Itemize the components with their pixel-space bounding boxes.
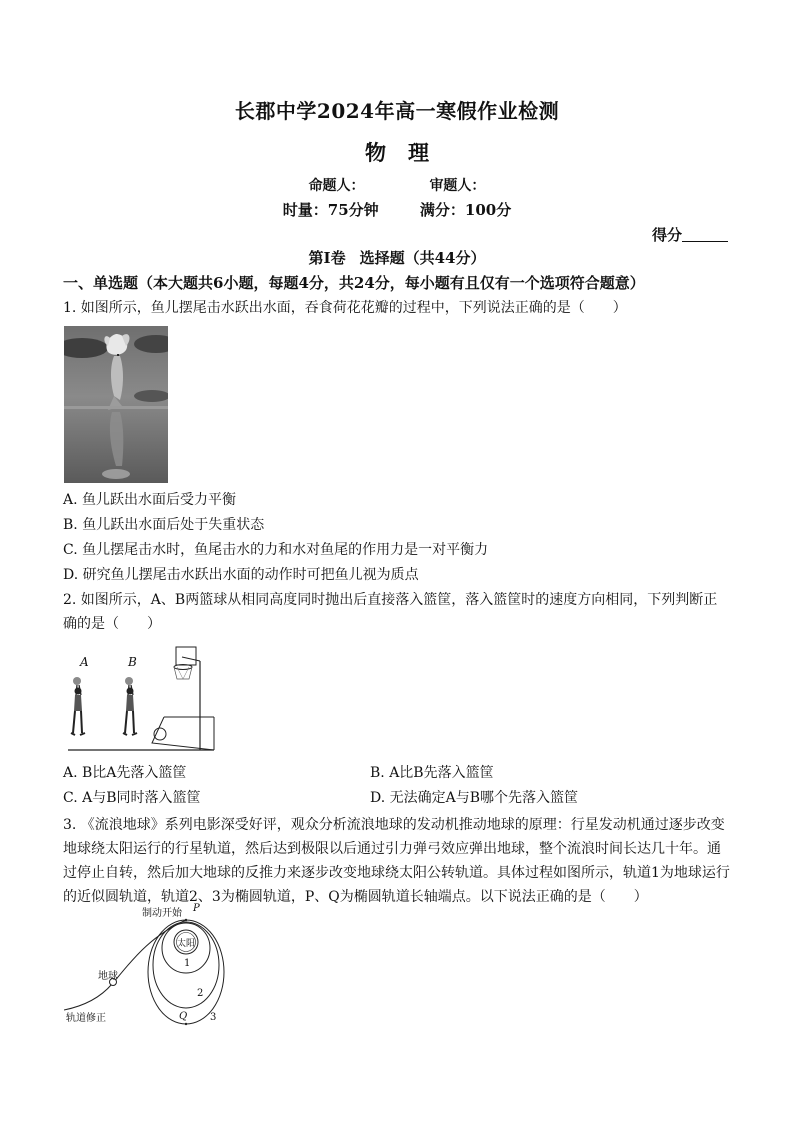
reviewer-label: 审题人： [429, 178, 486, 194]
orbit-1-label: 1 [184, 958, 191, 969]
full-score: 满分：100分 [419, 201, 512, 219]
earth-label: 地球 [98, 971, 118, 982]
part-title: 第Ⅰ卷 [308, 249, 346, 267]
question-2-stem: 2. 如图所示，A、B两篮球从相同高度同时抛出后直接落入篮筐，落入篮筐时的速度方向相同，下列判断正确的是（ ） [63, 592, 718, 632]
ball-b-label: B [128, 655, 137, 669]
basketball-figure [64, 645, 234, 757]
question-2-option-a[interactable]: A. B比A先落入篮筐 [63, 765, 187, 781]
question-2-option-d[interactable]: D. 无法确定A与B哪个先落入篮筐 [370, 790, 579, 806]
question-1-option-a[interactable]: A. 鱼儿跃出水面后受力平衡 [63, 492, 237, 508]
section-heading: 一、单选题（本大题共6小题，每题4分，共24分，每小题有且仅有一个选项符合题意） [63, 274, 645, 292]
subject-title: 物理 [365, 140, 451, 165]
author-line [0, 175, 794, 195]
orbit-fix-label: 轨道修正 [66, 1013, 106, 1024]
part-heading [0, 247, 794, 268]
question-1-option-b[interactable]: B. 鱼儿跃出水面后处于失重状态 [63, 517, 265, 533]
time-score-line [0, 199, 794, 220]
fish-lotus-photo [64, 326, 168, 483]
time-limit: 时量：75分钟 [282, 201, 379, 219]
ball-a-label: A [80, 655, 89, 669]
question-2-option-c[interactable]: C. A与B同时落入篮筐 [63, 790, 201, 806]
brake-start-label: 制动开始 [142, 908, 182, 919]
point-q-label: Q [179, 1011, 188, 1022]
exam-title: 长郡中学2024年高一寒假作业检测 [234, 99, 560, 123]
part-subtitle: 选择题（共44分） [359, 249, 486, 267]
author-label: 命题人： [308, 178, 365, 194]
question-3-stem: 3. 《流浪地球》系列电影深受好评，观众分析流浪地球的发动机推动地球的原理：行星发动机通过逐步改变地球绕太阳运行的行星轨道，然后达到极限以后通过引力弹弓效应弹出地球，整个流浪时间长达几十年。通过停止自转，然后加大地球的反推力来逐步改变地球绕太阳公转轨道。具体过程如图所示，轨道1为地球运行的近似圆轨道，轨道2、3为椭圆轨道，P、Q为椭圆轨道长轴端点。以下说法正确的是（ ） [63, 817, 730, 905]
orbit-3-label: 3 [210, 1012, 217, 1023]
question-1-option-d[interactable]: D. 研究鱼儿摆尾击水跃出水面的动作时可把鱼儿视为质点 [63, 567, 419, 583]
question-1-option-c[interactable]: C. 鱼儿摆尾击水时，鱼尾击水的力和水对鱼尾的作用力是一对平衡力 [63, 542, 489, 558]
orbit-figure [64, 903, 244, 1028]
sun-label: 太阳 [177, 939, 196, 949]
question-1-stem: 1. 如图所示，鱼儿摆尾击水跃出水面，吞食荷花花瓣的过程中，下列说法正确的是（ ） [63, 300, 627, 316]
score-blank[interactable] [682, 225, 728, 242]
point-p-label: P [193, 903, 200, 914]
score-field [652, 224, 728, 245]
question-2-option-b[interactable]: B. A比B先落入篮筐 [370, 765, 494, 781]
score-label: 得分 [651, 226, 682, 244]
orbit-2-label: 2 [197, 988, 204, 999]
